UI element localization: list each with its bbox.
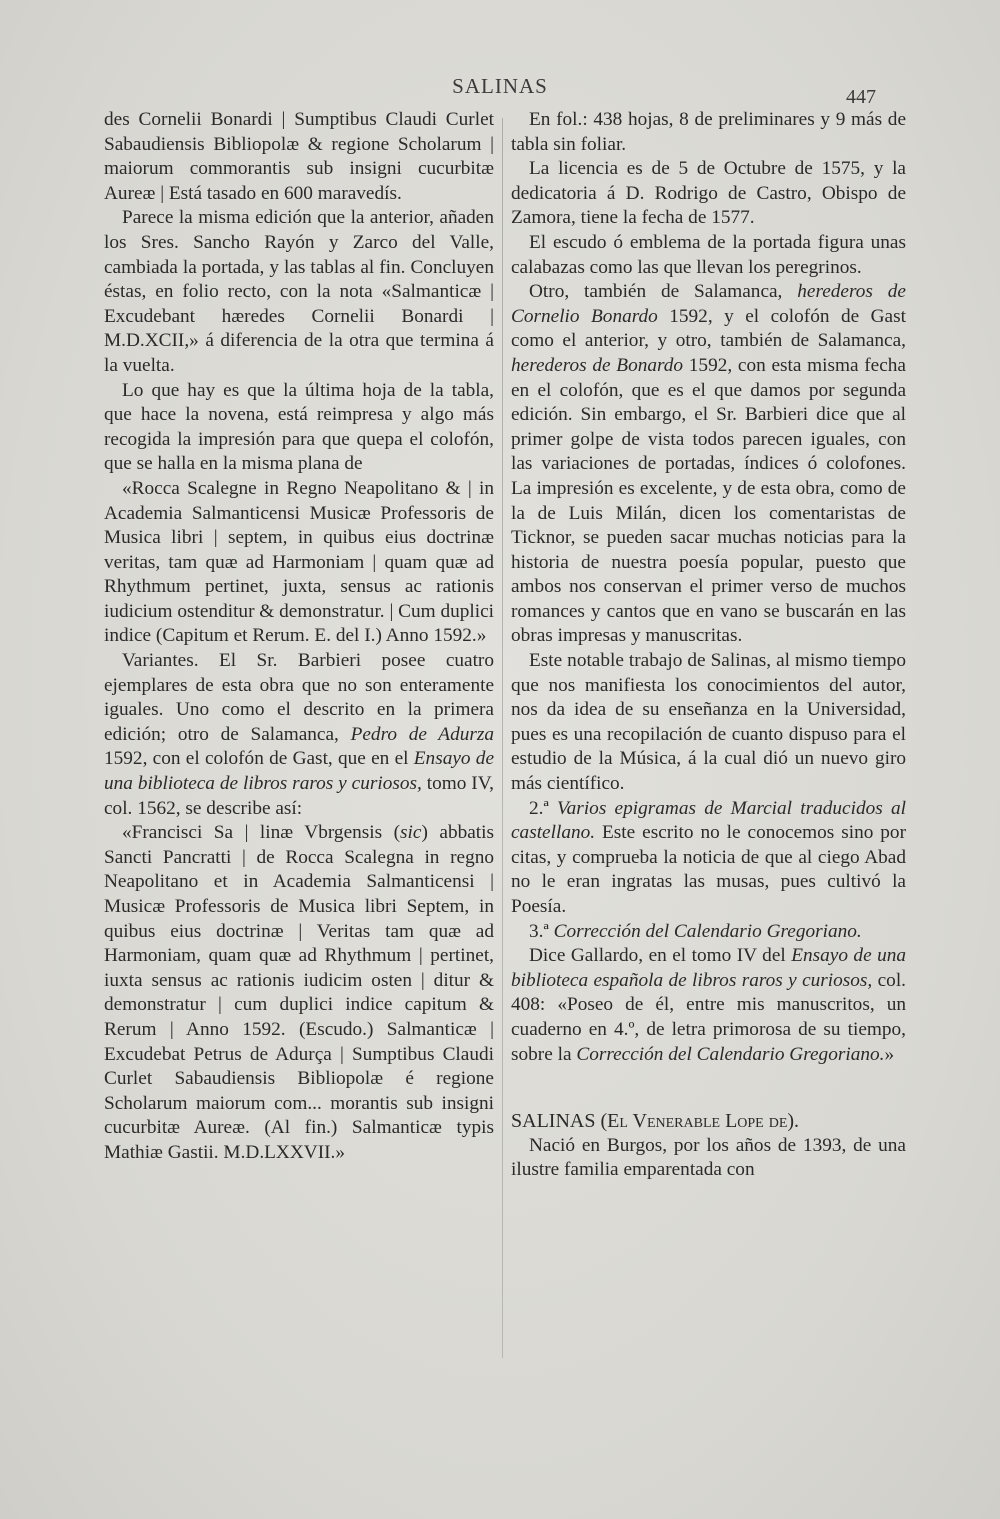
entry-heading-qualifier: (El Venerable Lope de).: [595, 1110, 800, 1133]
italic-run: herederos de Bonardo: [511, 354, 684, 376]
item-number: 3.ª: [529, 920, 549, 942]
italic-run: Ensayo de una biblioteca española de libros raros y curiosos,: [511, 945, 907, 991]
text-run: 1592, con esta misma fecha en el colofón, que es el que damos por segunda edición. Sin embargo, el Sr. Barbieri dice que al primer golpe de vista todos parecen iguales, con las variaciones de portadas, índices ó colofones. La impresión es excelente, y de esta obra, como de la de Luis Milán, dicen los comentaristas de Ticknor, se pueden sacar muchas noticias para la historia de nuestra poesía popular, puesto que ambos nos conservan el primer verso de muchos romances y cantos que en vano se buscarán en las obras impresas y manuscritas.: [511, 354, 906, 647]
text-run: Variantes. El Sr. Barbieri posee cuatro ejemplares de esta obra que no son enteramente iguales. Uno como el descrito en la primera edición; otro de Salamanca,: [104, 650, 494, 745]
text-run: Dice Gallardo, en el tomo IV del: [529, 945, 792, 967]
text-run: ) abbatis Sancti Pancratti | de Rocca Scalegna in regno Neapolitano et in Academia Salmanticensi | Musicæ Professoris de Musica libri Septem, in quibus eius doctrinæ | Veritas tam quæ ad Harmoniam, quam quæ ad Rhythmum | pertinet, iuxta sensus ac rationis iudicim osten | ditur & demonstratur | cum duplici indice capitum & Rerum | Anno 1592. (Escudo.) Salmanticæ | Excudebat Petrus de Adurça | Sumptibus Claudi Curlet Sabaudiensis Bibliopolæ é regione Scholarum maiorum com... morantis sub insigni cucurbitæ Aureæ. (Al fin.) Salmanticæ typis Mathiæ Gastii. M.D.LXXVII.»: [104, 822, 494, 1163]
text-run: col. 408: «Poseo de él, entre mis manuscritos, un cuaderno en 4.º, de letra primorosa de su tiempo, sobre la: [511, 969, 906, 1065]
text-run: Otro, también de Salamanca,: [529, 281, 798, 303]
entry-heading: [511, 1109, 906, 1134]
paragraph: Lo que hay es que la última hoja de la tabla, que hace la novena, está reimpresa y algo más recogida la impresión para que quepa el colofón, que se halla en la misma plana de: [104, 379, 494, 475]
text-run: «Francisci Sa | linæ Vbrgensis (: [122, 822, 401, 844]
paragraph: La licencia es de 5 de Octubre de 1575, y la dedicatoria á D. Rodrigo de Castro, Obispo de Zamora, tiene la fecha de 1577.: [511, 158, 906, 229]
text-run: 1592, con el colofón de Gast, que en el: [104, 748, 414, 770]
numbered-item: [511, 920, 906, 945]
italic-run: Corrección del Calendario Gregoriano.: [576, 1043, 885, 1065]
left-column: [104, 108, 494, 1166]
paragraph: [104, 649, 494, 821]
page-number: 447: [846, 86, 876, 108]
item-title: Varios epigramas de Marcial traducidos al castellano.: [511, 797, 906, 844]
italic-run: sic: [400, 822, 422, 844]
numbered-item: [511, 797, 906, 920]
column-divider: [502, 118, 503, 1358]
text-run: Este escrito no le conocemos sino por citas, y comprueba la noticia de que al ciego Abad no le eran ingratas las musas, pues cultivó la Poesía.: [511, 822, 906, 917]
right-column: [511, 108, 906, 1183]
italic-run: Ensayo de una biblioteca de libros raros y curiosos,: [104, 748, 495, 795]
paragraph: Parece la misma edición que la anterior, añaden los Sres. Sancho Rayón y Zarco del Valle, cambiada la portada, y las tablas al fin. Concluyen éstas, en folio recto, con la nota «Salmanticæ | Excudebant hæredes Cornelii Bonardi | M.D.XCII,» á diferencia de la otra que termina á la vuelta.: [104, 207, 494, 376]
text-run: 1592, y el colofón de Gast como el anterior, y otro, también de Salamanca,: [511, 305, 906, 352]
paragraph: [511, 944, 906, 1067]
entry-heading-name: SALINAS: [511, 1110, 596, 1133]
paragraph: Nació en Burgos, por los años de 1393, de una ilustre familia emparentada con: [511, 1134, 906, 1181]
paragraph: El escudo ó emblema de la portada figura unas calabazas como las que llevan los peregrinos.: [511, 231, 906, 278]
paragraph: des Cornelii Bonardi | Sumptibus Claudi Curlet Sabaudiensis Bibliopolæ & regione Scholarum | maiorum commorantis sub insigni cucurbitæ Aureæ | Está tasado en 600 maravedís.: [104, 109, 494, 204]
paragraph: Este notable trabajo de Salinas, al mismo tiempo que nos manifiesta los conocimientos del autor, nos da idea de su enseñanza en la Universidad, pues es una recopilación de cuanto dispuso para el estudio de la Música, á la cual dió un nuevo giro más científico.: [511, 650, 906, 795]
paragraph: En fol.: 438 hojas, 8 de preliminares y 9 más de tabla sin foliar.: [511, 109, 906, 155]
italic-run: Pedro de Adurza: [350, 723, 494, 745]
italic-run: herederos de Cornelio Bonardo: [511, 281, 906, 327]
item-title: Corrección del Calendario Gregoriano.: [553, 920, 862, 942]
item-number: 2.ª: [529, 797, 549, 819]
running-head: SALINAS: [452, 74, 548, 98]
text-run: tomo IV, col. 1562, se describe así:: [104, 773, 494, 819]
text-run: »: [884, 1043, 895, 1065]
quoted-title: «Rocca Scalegne in Regno Neapolitano & | in Academia Salmanticensi Musicæ Professoris de Musica libri | septem, in quibus eius doctrinæ veritas, tam quæ ad Harmoniam | quam quæ ad Rhythmum pertinet, juxta, sensus ac rationis iudicium ostenditur & demonstratur. | Cum duplici indice (Capitum et Rerum. E. del I.) Anno 1592.»: [104, 477, 494, 647]
quoted-title: [104, 821, 494, 1165]
paragraph: [511, 280, 906, 649]
